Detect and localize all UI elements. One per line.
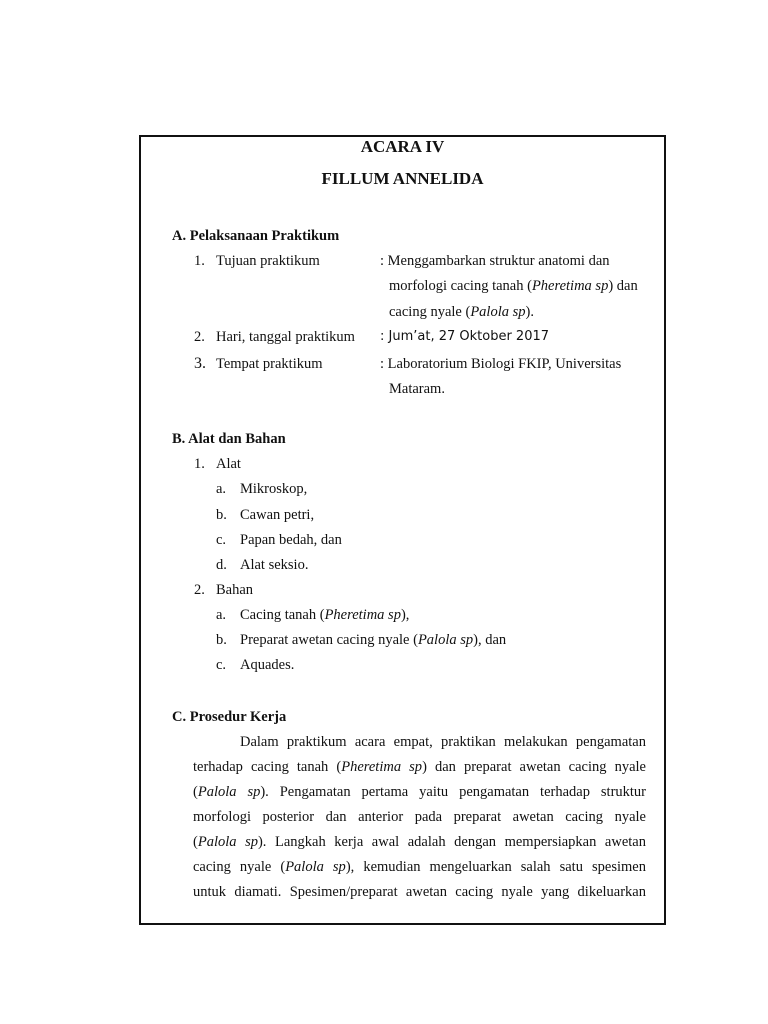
alat-label: Alat bbox=[216, 456, 241, 472]
bahan-number: 2. bbox=[194, 582, 205, 598]
bahan-label: Bahan bbox=[216, 582, 254, 598]
bahan-item-text: Preparat awetan cacing nyale (Palola sp), dan bbox=[240, 632, 507, 648]
paragraph-line: Dalam praktikum acara empat, praktikan melakukan pengamatan bbox=[240, 734, 646, 750]
alat-item-text: Cawan petri, bbox=[240, 507, 315, 523]
tujuan-line-3: cacing nyale (Palola sp). bbox=[389, 304, 534, 320]
section-a-heading: A. Pelaksanaan Praktikum bbox=[172, 228, 340, 244]
bahan-item-letter: b. bbox=[216, 632, 227, 648]
tujuan-line-2: morfologi cacing tanah (Pheretima sp) dan bbox=[389, 278, 638, 294]
paragraph-line: terhadap cacing tanah (Pheretima sp) dan preparat awetan cacing nyale bbox=[193, 759, 646, 775]
alat-item-letter: b. bbox=[216, 507, 227, 523]
paragraph-line: (Palola sp). Pengamatan pertama yaitu pengamatan terhadap struktur bbox=[193, 784, 647, 800]
alat-item-letter: a. bbox=[216, 481, 227, 497]
alat-item-letter: c. bbox=[216, 532, 227, 548]
alat-item-text: Papan bedah, dan bbox=[240, 532, 342, 548]
section-c-heading: C. Prosedur Kerja bbox=[172, 709, 287, 725]
tanggal-value: : Jum’at, 27 Oktober 2017 bbox=[380, 329, 550, 344]
item-a3-label: Tempat praktikum bbox=[216, 356, 323, 372]
bahan-item-letter: a. bbox=[216, 607, 227, 623]
tujuan-line-1: : Menggambarkan struktur anatomi dan bbox=[380, 253, 610, 269]
item-a3-number: 3. bbox=[194, 355, 206, 372]
doc-subtitle: FILLUM ANNELIDA bbox=[321, 169, 484, 188]
tempat-line-1: : Laboratorium Biologi FKIP, Universitas bbox=[380, 356, 622, 372]
paragraph-line: cacing nyale (Palola sp), kemudian mengeluarkan salah satu spesimen bbox=[193, 859, 646, 875]
paragraph-line: untuk diamati. Spesimen/preparat awetan cacing nyale yang dikeluarkan bbox=[193, 884, 646, 900]
item-a1-label: Tujuan praktikum bbox=[216, 253, 320, 269]
page-frame bbox=[139, 135, 666, 925]
section-b-heading: B. Alat dan Bahan bbox=[172, 431, 286, 447]
item-a2-number: 2. bbox=[194, 329, 205, 345]
tempat-line-2: Mataram. bbox=[389, 381, 445, 397]
alat-number: 1. bbox=[194, 456, 205, 472]
item-a1-number: 1. bbox=[194, 253, 205, 269]
doc-title: ACARA IV bbox=[360, 137, 445, 156]
alat-item-text: Alat seksio. bbox=[240, 557, 309, 573]
item-a2-label: Hari, tanggal praktikum bbox=[216, 329, 355, 345]
bahan-item-letter: c. bbox=[216, 657, 227, 673]
paragraph-line: morfologi posterior dan anterior pada preparat awetan cacing nyale bbox=[193, 809, 646, 825]
alat-item-letter: d. bbox=[216, 557, 227, 573]
bahan-item-text: Aquades. bbox=[240, 657, 295, 673]
alat-item-text: Mikroskop, bbox=[240, 481, 308, 497]
bahan-item-text: Cacing tanah (Pheretima sp), bbox=[240, 607, 410, 623]
paragraph-line: (Palola sp). Langkah kerja awal adalah dengan mempersiapkan awetan bbox=[193, 834, 646, 850]
